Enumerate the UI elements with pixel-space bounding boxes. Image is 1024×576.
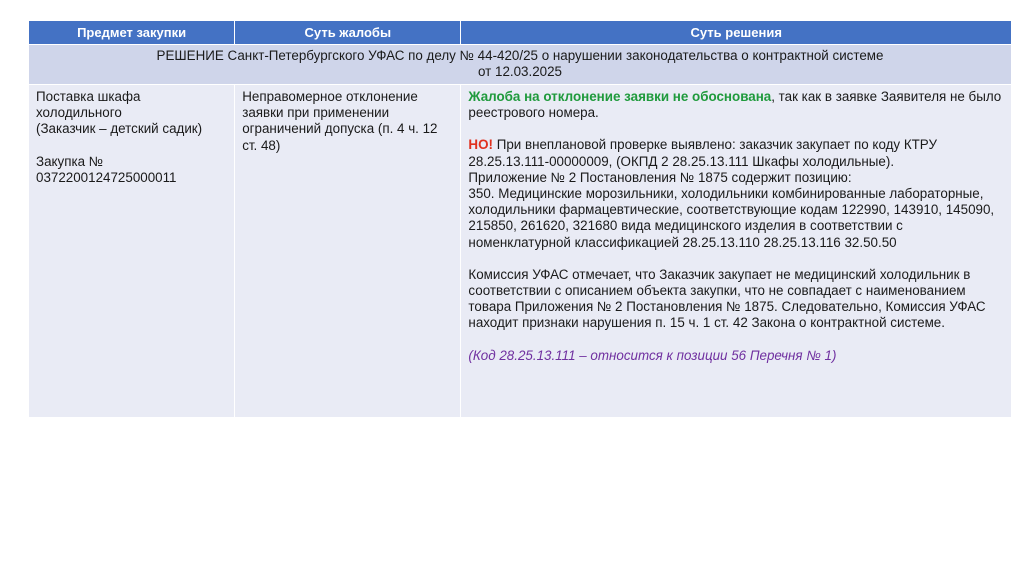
- header-resolution: Суть решения: [461, 21, 1012, 45]
- header-complaint: Суть жалобы: [235, 21, 461, 45]
- decision-title-cell: [29, 45, 1012, 85]
- procurement-decision-table: [28, 20, 1012, 418]
- header-subject: Предмет закупки: [29, 21, 235, 45]
- verdict-rest: , так как в заявке Заявителя не было реестрового номера.: [468, 89, 1002, 121]
- resolution-appendix: Приложение № 2 Постановления № 1875 содержит позицию:: [468, 169, 852, 185]
- resolution-commission: Комиссия УФАС отмечает, что Заказчик закупает не медицинский холодильник в соответствии с описанием объекта закупки, что не совпадает с наименованием товара Приложения № 2 Постановления № 1875. Следовательно, Комиссия УФАС находит признаки нарушения п. 15 ч. 1 ст. 42 Закона о контрактной системе.: [468, 266, 986, 331]
- subject-name: Поставка шкафа холодильного: [36, 89, 141, 121]
- resolution-finding: [468, 137, 1003, 169]
- resolution-cell: [461, 85, 1012, 418]
- resolution-note: (Код 28.25.13.111 – относится к позиции 56 Перечня № 1): [468, 347, 837, 363]
- table-row: [29, 85, 1012, 418]
- finding-rest: При внеплановой проверке выявлено: заказчик закупает по коду КТРУ 28.25.13.111-00000009, (ОКПД 2 28.25.13.111 Шкафы холодильные).: [468, 137, 937, 169]
- subject-customer: (Заказчик – детский садик): [36, 121, 203, 137]
- decision-title: РЕШЕНИЕ Санкт-Петербургского УФАС по делу № 44-420/25 о нарушении законодательства о контрактной системе: [156, 48, 884, 63]
- verdict-highlight: Жалоба на отклонение заявки не обоснована: [468, 89, 772, 104]
- resolution-verdict: [468, 89, 1003, 121]
- decision-date: от 12.03.2025: [477, 64, 563, 79]
- resolution-position: 350. Медицинские морозильники, холодильники комбинированные лабораторные, холодильники фармацевтические, соответствующие кодам 122990, 143910, 145090, 215850, 261620, 321680 вида медицинского изделия в соответствии с номенклатурной классификацией 28.25.13.110 28.25.13.116 32.50.50: [468, 186, 995, 250]
- table-header-row: [29, 21, 1012, 45]
- complaint-cell: [235, 85, 461, 418]
- subject-purchase-number: Закупка № 0372200124725000011: [36, 153, 177, 185]
- decision-title-row: [29, 45, 1012, 85]
- subject-cell: [29, 85, 235, 418]
- complaint-text: Неправомерное отклонение заявки при применении ограничений допуска (п. 4 ч. 12 ст. 48): [242, 89, 438, 153]
- finding-highlight: НО!: [468, 137, 493, 153]
